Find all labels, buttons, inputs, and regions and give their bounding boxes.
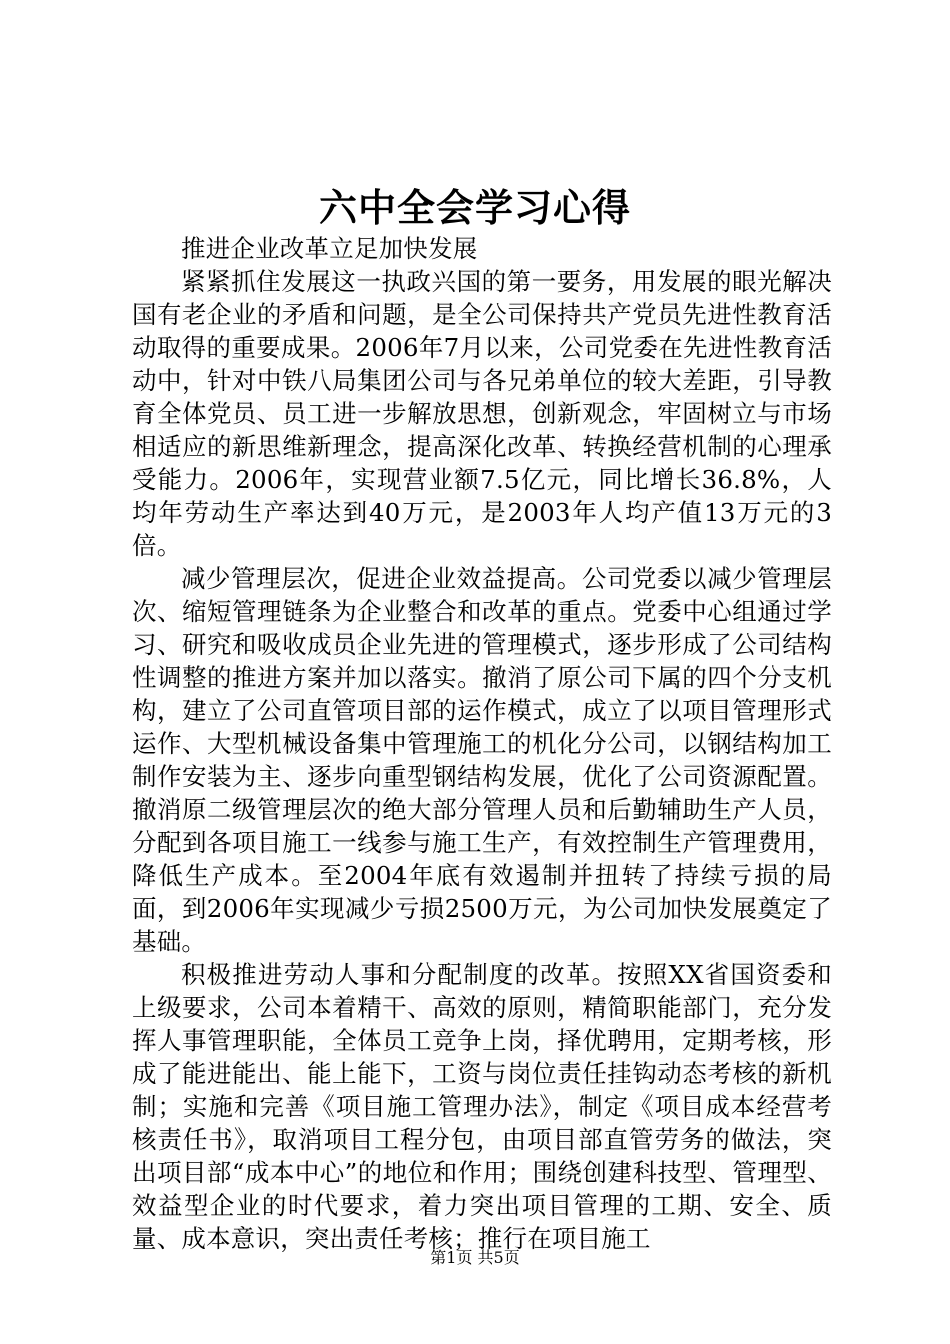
paragraph: 减少管理层次，促进企业效益提高。公司党委以减少管理层次、缩短管理链条为企业整合和改革的重点。党委中心组通过学习、研究和吸收成员企业先进的管理模式，逐步形成了公司结构性调整的推进方案并加以落实。撤消了原公司下属的四个分支机构，建立了公司直管项目部的运作模式，成立了以项目管理形式运作、大型机械设备集中管理施工的机化分公司，以钢结构加工制作安装为主、逐步向重型钢结构发展，优化了公司资源配置。撤消原二级管理层次的绝大部分管理人员和后勤辅助生产人员，分配到各项目施工一线参与施工生产，有效控制生产管理费用，降低生产成本。至2004年底有效遏制并扭转了持续亏损的局面，到2006年实现减少亏损2500万元，为公司加快发展奠定了基础。	[132, 564, 832, 956]
document-body	[132, 232, 832, 1255]
section-heading: 推进企业改革立足加快发展	[181, 234, 478, 263]
document-title: 六中全会学习心得	[318, 185, 631, 230]
page-footer: 第1页 共5页	[430, 1248, 520, 1267]
paragraph: 积极推进劳动人事和分配制度的改革。按照XX省国资委和上级要求，公司本着精干、高效的原则，精简职能部门，充分发挥人事管理职能，全体员工竞争上岗，择优聘用，定期考核，形成了能进能出、能上能下，工资与岗位责任挂钩动态考核的新机制；实施和完善《项目施工管理办法》，制定《项目成本经营考核责任书》，取消项目工程分包，由项目部直管劳务的做法，突出项目部“成本中心”的地位和作用；围绕创建科技型、管理型、效益型企业的时代要求，着力突出项目管理的工期、安全、质量、成本意识，突出责任考核；推行在项目施工	[132, 960, 832, 1253]
paragraph: 紧紧抓住发展这一执政兴国的第一要务，用发展的眼光解决国有老企业的矛盾和问题，是全公司保持共产党员先进性教育活动取得的重要成果。2006年7月以来，公司党委在先进性教育活动中，针对中铁八局集团公司与各兄弟单位的较大差距，引导教育全体党员、员工进一步解放思想，创新观念，牢固树立与市场相适应的新思维新理念，提高深化改革、转换经营机制的心理承受能力。2006年，实现营业额7.5亿元，同比增长36.8%，人均年劳动生产率达到40万元，是2003年人均产值13万元的3倍。	[132, 267, 832, 560]
